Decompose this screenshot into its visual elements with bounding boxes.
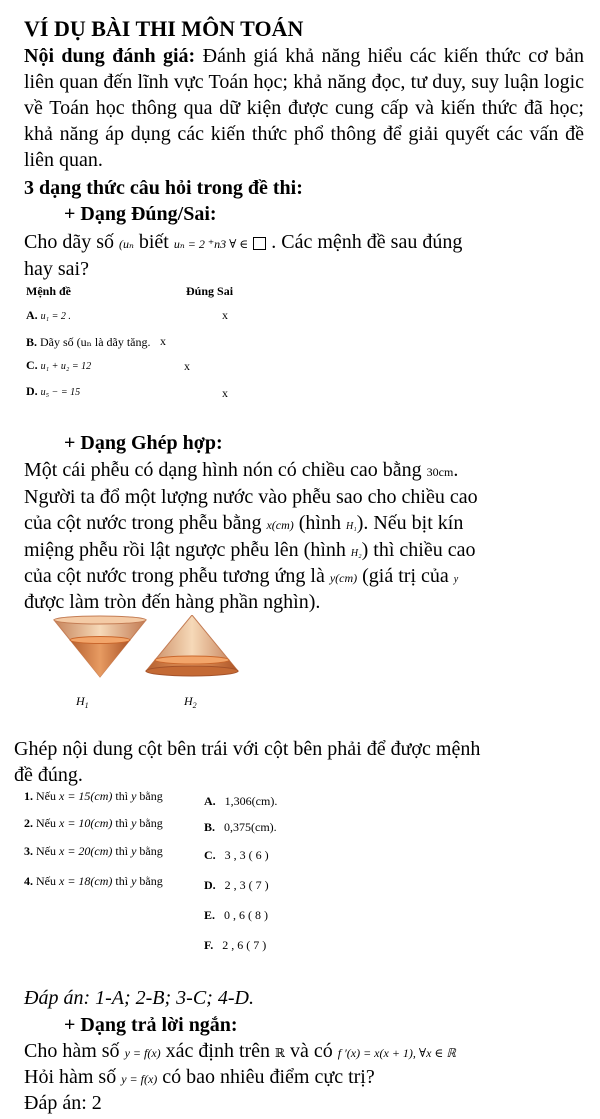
tf-row-mark: x (160, 334, 166, 348)
tf-row-expr: u₅ − = 15 (40, 387, 81, 398)
short-answer-heading: + Dạng trả lời ngắn: (64, 1014, 238, 1036)
match-left-then: thì (115, 874, 129, 888)
match-left-item (24, 874, 163, 889)
match-right-item (204, 848, 269, 863)
match-left-eq: bằng (139, 816, 163, 830)
tf-q-c: . Các mệnh đề sau đúng (271, 231, 463, 253)
tf-q-a: Cho dãy số (24, 231, 114, 253)
cone-h2 (146, 615, 238, 676)
match-left-num: 3. (24, 844, 33, 858)
tf-q-formula: uₙ = 2 ⁺n3 ∀ ∈ (173, 237, 249, 251)
fig-h1-label: $H_1$ (76, 694, 89, 710)
match-right-label: B. (204, 820, 216, 834)
tf-col-statement: Mệnh đề (26, 284, 71, 298)
sa-q1a: Cho hàm số (24, 1040, 120, 1062)
match-left-y: y (131, 816, 137, 830)
matching-p6: được làm tròn đến hàng phần nghìn). (24, 591, 321, 613)
match-left-num: 1. (24, 789, 33, 803)
matching-p4-h: H₂ (350, 548, 362, 559)
matching-p3-val: x(cm) (266, 518, 294, 532)
match-left-then: thì (115, 789, 129, 803)
match-right-value: 2 , 3 ( 7 ) (224, 878, 269, 892)
match-left-then: thì (115, 816, 129, 830)
match-left-item (24, 789, 163, 804)
match-right-item (204, 938, 266, 953)
matching-instruction-2: đề đúng. (14, 764, 83, 786)
match-left-eq: bằng (139, 844, 163, 858)
cone-h1 (54, 616, 146, 677)
match-right-item (204, 794, 277, 809)
matching-p3a: của cột nước trong phễu bằng (24, 512, 262, 534)
tf-row (26, 384, 80, 399)
match-right-value: 2 , 6 ( 7 ) (222, 938, 267, 952)
match-left-expr: x = 18(cm) (59, 874, 113, 888)
matching-p1: Một cái phễu có dạng hình nón có chiều cao bằng (24, 459, 422, 481)
match-left-eq: bằng (139, 874, 163, 888)
true-false-heading: + Dạng Đúng/Sai: (64, 203, 217, 225)
match-left-item (24, 844, 163, 859)
match-left-item (24, 816, 163, 831)
tf-col-true-false: Đúng Sai (186, 284, 234, 298)
match-right-value: 3 , 3 ( 6 ) (224, 848, 269, 862)
matching-p5b: (giá trị của (362, 565, 449, 587)
matching-p4a: miệng phễu rồi lật ngược phễu lên (hình (24, 539, 346, 561)
matching-p5a: của cột nước trong phễu tương ứng là (24, 565, 325, 587)
match-left-y: y (131, 789, 137, 803)
fig-h2-label: $H_2$ (184, 694, 197, 710)
matching-p4c: ) thì chiều cao (361, 539, 476, 561)
tf-q-b: biết (138, 231, 169, 253)
tf-question-line1 (24, 229, 462, 257)
match-left-num: 4. (24, 874, 33, 888)
match-left-expr: x = 15(cm) (59, 789, 113, 803)
tf-row-mark: x (222, 386, 228, 400)
sa-q1-f: y = f(x) (124, 1046, 161, 1060)
matching-p5-val: y(cm) (329, 571, 358, 585)
match-left-text: Nếu (36, 816, 56, 830)
sa-q2-f: y = f(x) (121, 1072, 158, 1086)
match-right-value: 0 , 6 ( 8 ) (224, 908, 269, 922)
forms-heading: 3 dạng thức câu hỏi trong đề thi: (24, 177, 303, 199)
match-left-then: thì (115, 844, 129, 858)
match-right-item (204, 878, 269, 893)
sa-q1-r: ℝ (275, 1046, 286, 1060)
match-right-label: E. (204, 908, 216, 922)
intro-paragraph (24, 43, 584, 173)
matching-p1-val: 30cm (426, 465, 454, 479)
match-right-item (204, 820, 277, 835)
match-left-expr: x = 20(cm) (59, 844, 113, 858)
match-right-label: F. (204, 938, 214, 952)
matching-line1: Một cái phễu có dạng hình nón có chiều cao bằng 30cm. (24, 459, 459, 481)
short-answer-answer: Đáp án: 2 (24, 1092, 102, 1114)
tf-q-d: hay sai? (24, 258, 89, 280)
matching-p3c: ). Nếu bịt kín (356, 512, 464, 534)
matching-p3-h: H₁ (345, 521, 357, 532)
tf-row (26, 358, 91, 373)
match-left-num: 2. (24, 816, 33, 830)
tf-row-label: C. (26, 358, 38, 372)
tf-row-mark: x (184, 359, 190, 373)
match-right-label: A. (204, 794, 216, 808)
matching-instruction-1: Ghép nội dung cột bên trái với cột bên phải để được mệnh (14, 738, 481, 760)
tf-q-seq: (uₙ (119, 237, 134, 251)
tf-row (26, 308, 71, 323)
cone-figures (50, 615, 280, 715)
page-title: VÍ DỤ BÀI THI MÔN TOÁN (24, 16, 304, 41)
matching-p3b: (hình (298, 512, 341, 534)
match-right-label: D. (204, 878, 216, 892)
tf-row-label: D. (26, 384, 38, 398)
intro-label: Nội dung đánh giá: (24, 45, 196, 67)
tf-row-mark: x (222, 308, 228, 322)
sa-q1-d: f ′(x) = x(x + 1), ∀x ∈ ℝ (337, 1046, 456, 1060)
matching-p5-y: y (453, 574, 459, 585)
tf-row-label: A. (26, 308, 38, 322)
match-left-text: Nếu (36, 844, 56, 858)
match-right-label: C. (204, 848, 216, 862)
tf-row-label: B. (26, 335, 38, 349)
missing-glyph-icon (253, 237, 266, 250)
matching-line3 (24, 510, 463, 540)
match-right-value: 1,306(cm). (224, 794, 278, 808)
intro-text: Đánh giá khả năng hiểu các kiến thức cơ bản liên quan đến lĩnh vực Toán học; khả năng đọc, tư duy, suy luận logic về Toán học thông qua dữ kiện được cung cấp và kiến thức đã học; khả năng áp dụng các kiến thức phổ thông để giải quyết các vấn đề liên quan. (24, 45, 584, 171)
sa-q1c: và có (290, 1040, 333, 1062)
match-left-text: Nếu (36, 789, 56, 803)
sa-q2b: có bao nhiêu điểm cực trị? (162, 1066, 375, 1088)
matching-heading: + Dạng Ghép hợp: (64, 432, 223, 454)
sa-q2a: Hỏi hàm số (24, 1066, 117, 1088)
tf-row (26, 335, 151, 350)
matching-answer: Đáp án: 1-A; 2-B; 3-C; 4-D. (24, 987, 254, 1009)
match-left-expr: x = 10(cm) (59, 816, 113, 830)
match-left-y: y (131, 874, 137, 888)
match-left-text: Nếu (36, 874, 56, 888)
short-answer-q1 (24, 1038, 456, 1066)
sa-q1b: xác định trên (165, 1040, 271, 1062)
tf-row-expr: u₁ + u₂ = 12 (40, 361, 92, 372)
tf-row-expr: Dãy số (uₙ là dãy tăng. (40, 335, 151, 349)
matching-p2: Người ta đổ một lượng nước vào phễu sao cho chiều cao (24, 486, 478, 508)
match-left-y: y (131, 844, 137, 858)
match-right-item (204, 908, 268, 923)
match-left-eq: bằng (139, 789, 163, 803)
tf-row-expr: u₁ = 2 . (40, 311, 71, 322)
match-right-value: 0,375(cm). (224, 820, 277, 834)
short-answer-q2 (24, 1064, 375, 1092)
